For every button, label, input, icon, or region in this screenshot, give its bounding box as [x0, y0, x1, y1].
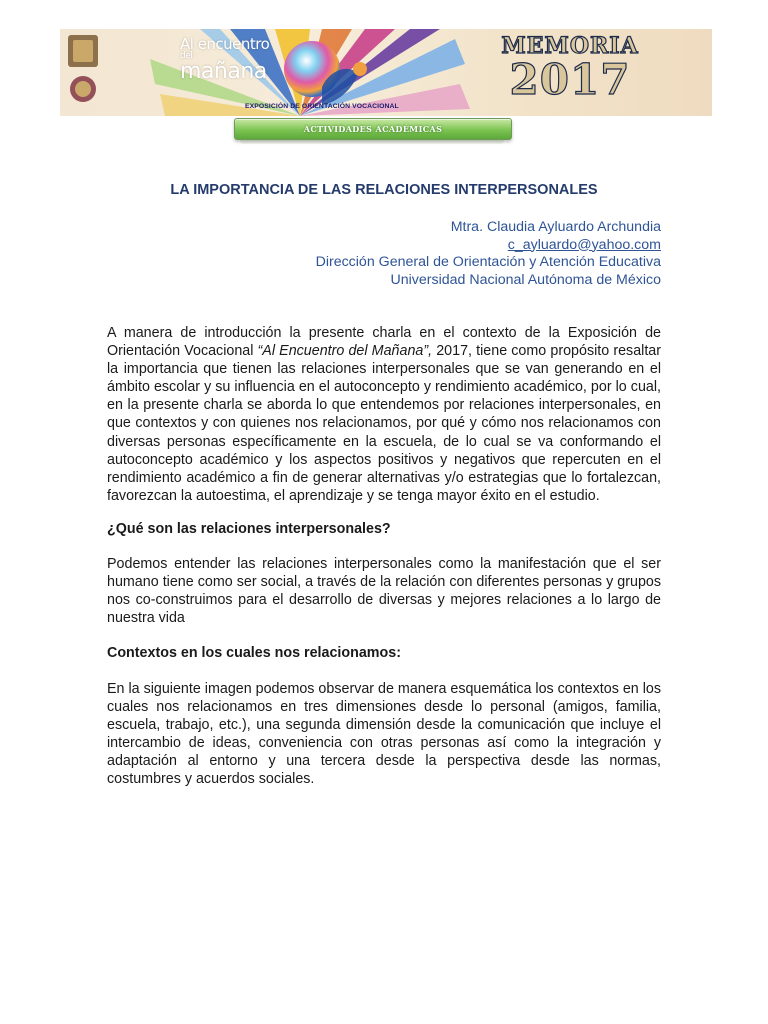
- intro-text-end: 2017, tiene como propósito resaltar la importancia que tienen las relaciones interpersonales que se van generando en el ámbito escolar y su influencia en el autoconcepto y rendimiento académico, por lo cual, en la presente charla se aborda lo que entendemos por relaciones interpersonales, en que contextos y con quienes nos relacionamos, por qué y cómo nos relacionamos con diversas personas específicamente en la escuela, de lo cual se va conformando el autoconcepto académico y los aspectos positivos y negativos que repercuten en el rendimiento académico a fin de generar alternativas y/o estrategias que lo fortalezcan, favorezcan la autoestima, el aprendizaje y se tenga mayor éxito en el estudio.: [107, 343, 662, 504]
- author-department: Dirección General de Orientación y Atención Educativa: [315, 254, 661, 271]
- activities-bar: [234, 118, 512, 140]
- memoria-year: 2017: [509, 55, 631, 104]
- intro-paragraph: [107, 324, 661, 505]
- logo-line-3: mañana: [180, 59, 267, 84]
- author-institution: Universidad Nacional Autónoma de México: [390, 271, 661, 288]
- memoria-logo: [490, 34, 650, 102]
- definition-paragraph: Podemos entender las relaciones interpersonales como la manifestación que el ser humano tiene como ser social, a través de la relación con diferentes personas y grupos nos co-construimos para el desarrollo de diversas y mejores relaciones a lo largo de nuestra vida: [107, 556, 661, 627]
- section-heading-definition: ¿Qué son las relaciones interpersonales?: [107, 520, 391, 537]
- event-logo-text: [180, 37, 290, 83]
- document-title: LA IMPORTANCIA DE LAS RELACIONES INTERPERSONALES: [170, 182, 598, 198]
- author-block: [316, 219, 661, 289]
- logo-line-1: Al encuentro: [180, 35, 270, 53]
- event-name-italic: “Al Encuentro del Mañana”,: [257, 343, 433, 360]
- document-body: [107, 324, 661, 788]
- intro-text-start: A manera de introducción la presente charla en el contexto de la Exposición de Orientación Vocacional: [107, 325, 661, 360]
- memoria-label: MEMORIA: [501, 33, 639, 59]
- contexts-paragraph: En la siguiente imagen podemos observar de manera esquemática los contextos en los cuales nos relacionamos en tres dimensiones desde lo personal (amigos, familia, escuela, trabajo, etc.), una segunda dimensión desde la comunicación que incluye el intercambio de ideas, conveniencia con otras personas así como la integración y adaptación al entorno y una tercera desde la perspectiva desde las normas, costumbres y acuerdos sociales.: [107, 680, 661, 787]
- header-banner: [60, 29, 712, 116]
- author-email-link[interactable]: c_ayluardo@yahoo.com: [507, 236, 661, 253]
- activities-label: ACTIVIDADES ACADÉMICAS: [303, 124, 443, 134]
- section-heading-contexts: Contextos en los cuales nos relacionamos:: [107, 645, 401, 662]
- expo-caption: EXPOSICIÓN DE ORIENTACIÓN VOCACIONAL: [245, 103, 399, 110]
- author-name: Mtra. Claudia Ayluardo Archundia: [450, 219, 661, 235]
- logo-line-2: del: [180, 51, 193, 61]
